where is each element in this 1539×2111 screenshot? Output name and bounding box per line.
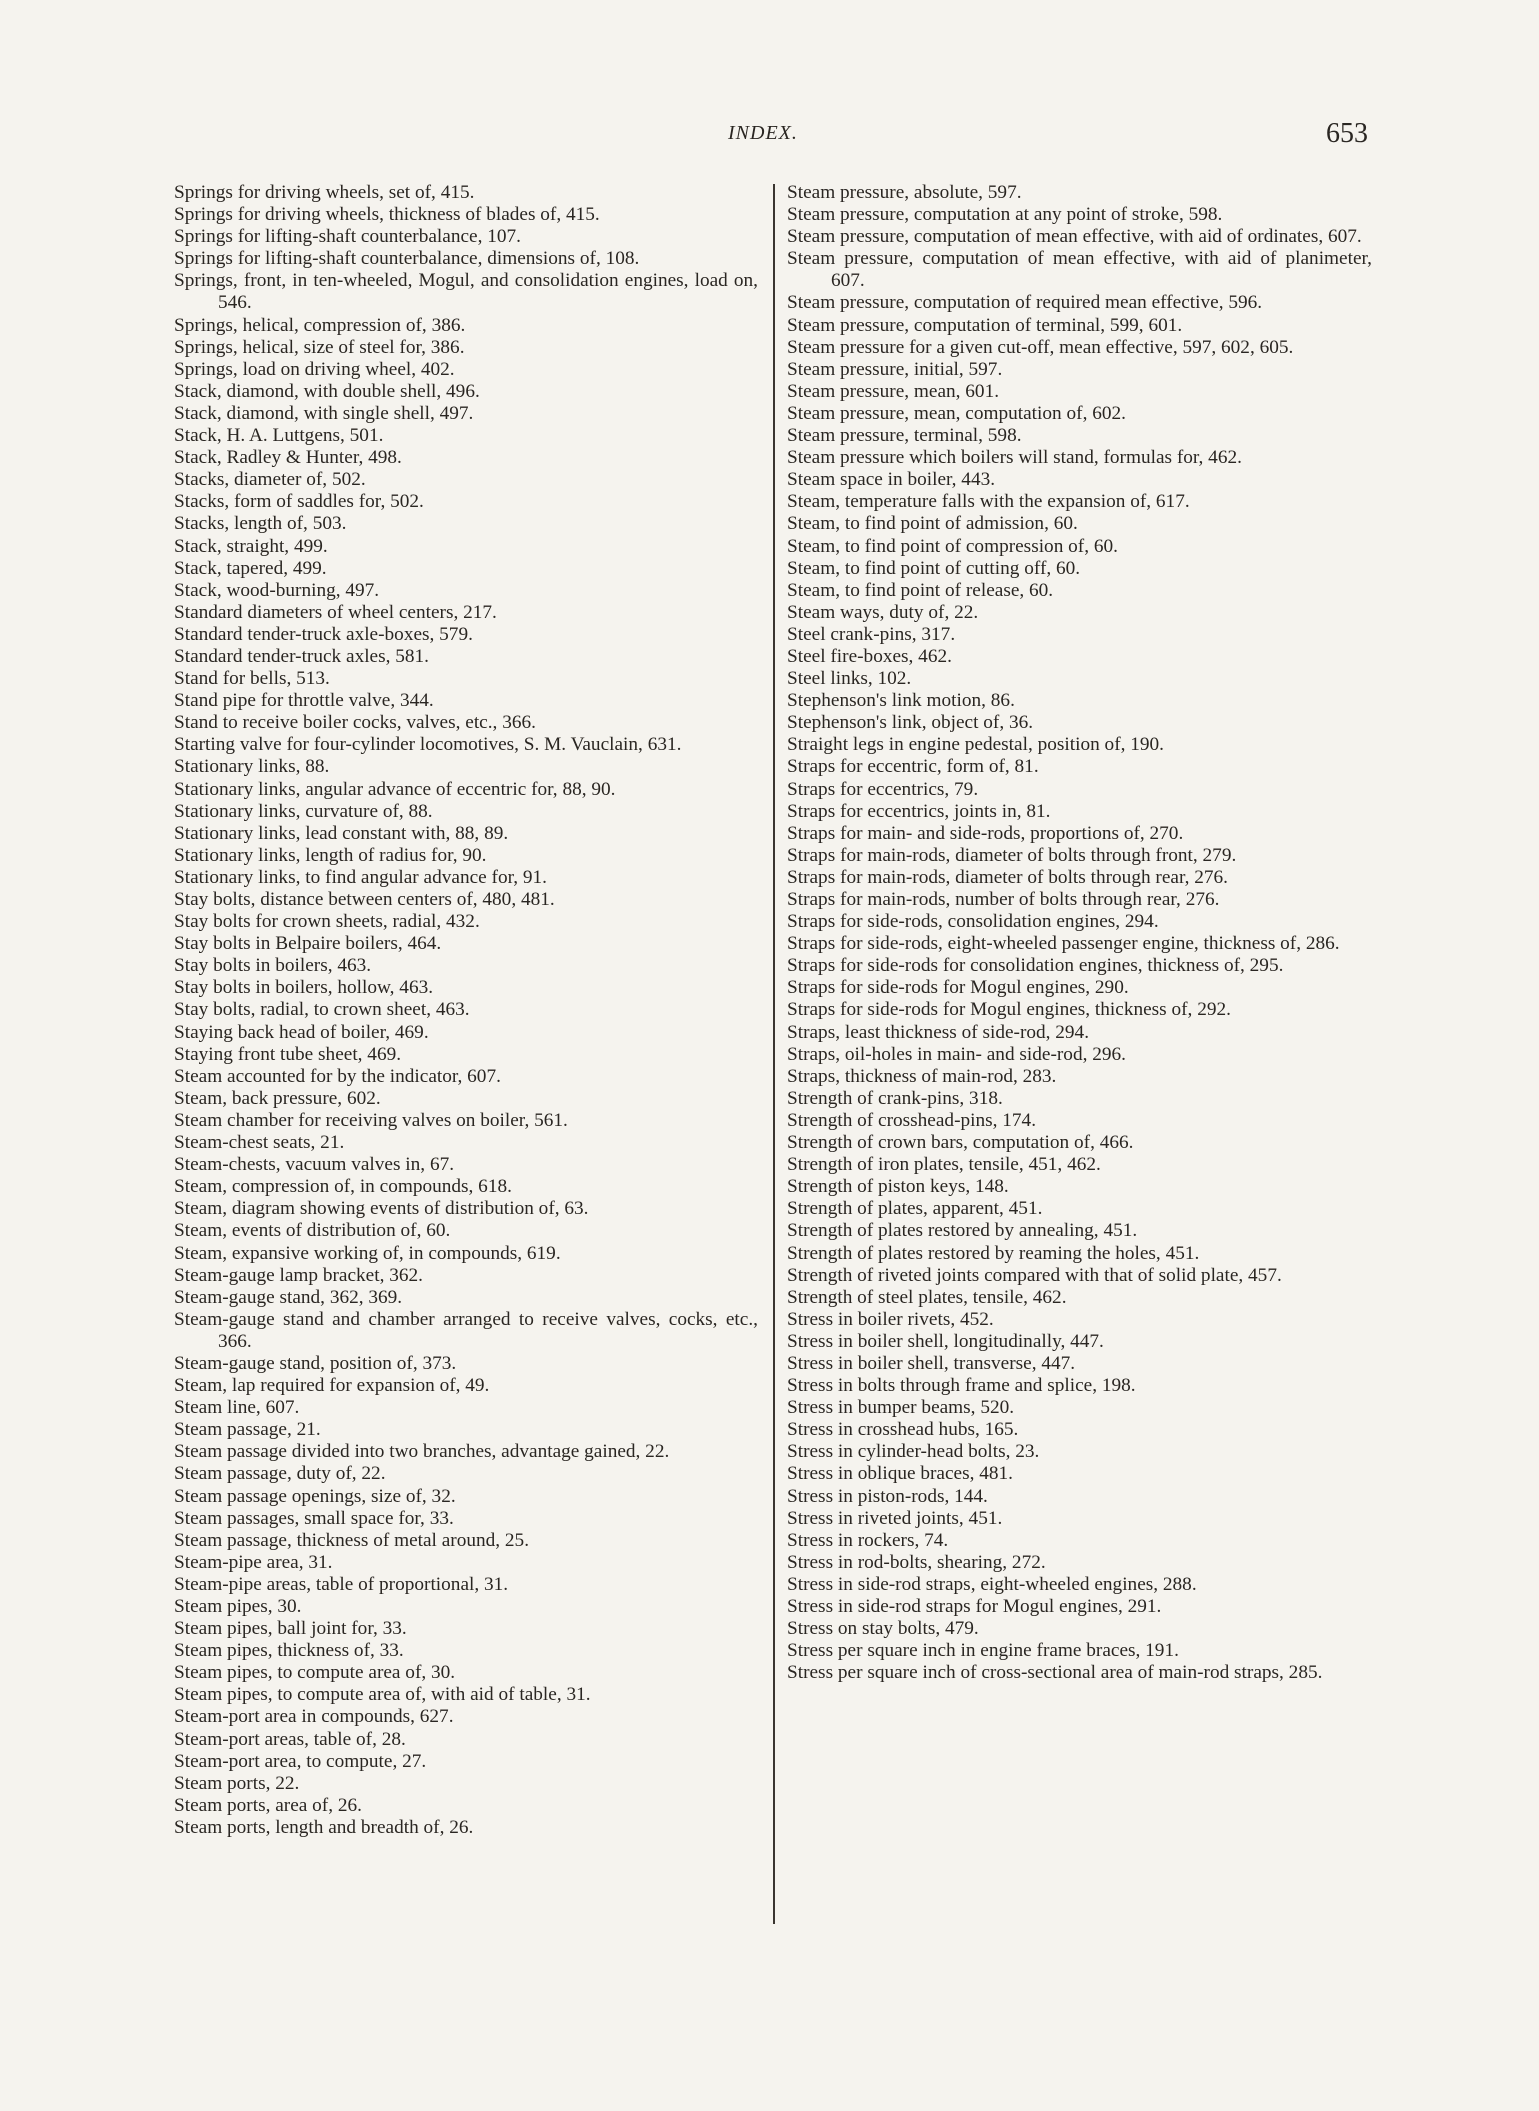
index-entry: Straps for side-rods, eight-wheeled passenger engine, thickness of, 286.	[787, 933, 1340, 955]
index-entry: Steam, to find point of cutting off, 60.	[787, 557, 1081, 579]
index-entry: Stay bolts in boilers, 463.	[174, 955, 372, 977]
index-entry: Springs for driving wheels, thickness of blades of, 415.	[174, 204, 600, 226]
index-entry: Stephenson's link motion, 86.	[787, 690, 1015, 712]
index-entry: Stacks, diameter of, 502.	[174, 469, 366, 491]
index-entry: Springs for lifting-shaft counterbalance, 107.	[174, 226, 521, 248]
index-entry: Steam pressure, initial, 597.	[787, 358, 1003, 380]
index-entry: Stress in cylinder-head bolts, 23.	[787, 1441, 1040, 1463]
index-entry: Stress in bolts through frame and splice, 198.	[787, 1375, 1136, 1397]
index-entry: Stacks, form of saddles for, 502.	[174, 491, 424, 513]
index-entry: Steel fire-boxes, 462.	[787, 645, 952, 667]
index-entry: Stay bolts, radial, to crown sheet, 463.	[174, 999, 470, 1021]
index-entry: Steel crank-pins, 317.	[787, 623, 956, 645]
index-entry: Steam-gauge stand, 362, 369.	[174, 1286, 403, 1308]
index-entry: Straps, thickness of main-rod, 283.	[787, 1065, 1057, 1087]
index-entry: Stress in oblique braces, 481.	[787, 1463, 1013, 1485]
index-entry: Springs for lifting-shaft counterbalance, dimensions of, 108.	[174, 248, 640, 270]
index-entry: Stationary links, length of radius for, 90.	[174, 844, 487, 866]
index-entry: Steam pressure, mean, computation of, 602.	[787, 402, 1126, 424]
page-number: 653	[1326, 118, 1368, 149]
index-entry: Steam-gauge lamp bracket, 362.	[174, 1264, 423, 1286]
index-entry: Stationary links, lead constant with, 88, 89.	[174, 822, 509, 844]
index-entry: Steam pressure, computation of required mean effective, 596.	[787, 292, 1263, 314]
index-entry: Springs, load on driving wheel, 402.	[174, 358, 455, 380]
index-entry: Standard diameters of wheel centers, 217.	[174, 601, 497, 623]
index-entry: Stress in bumper beams, 520.	[787, 1397, 1015, 1419]
index-entry: Straps for eccentric, form of, 81.	[787, 756, 1039, 778]
index-entry: Steam-pipe area, 31.	[174, 1551, 333, 1573]
index-entry: Steam, events of distribution of, 60.	[174, 1220, 451, 1242]
index-entry: Steam line, 607.	[174, 1397, 300, 1419]
index-entry: Stand for bells, 513.	[174, 668, 330, 690]
index-entry: Steam pressure, computation of terminal, 599, 601.	[787, 314, 1183, 336]
index-entry: Steam, lap required for expansion of, 49.	[174, 1375, 490, 1397]
index-entry: Stress in boiler shell, transverse, 447.	[787, 1352, 1076, 1374]
index-entry: Strength of crown bars, computation of, 466.	[787, 1132, 1134, 1154]
index-entry: Stay bolts, distance between centers of, 480, 481.	[174, 889, 555, 910]
index-entry: Steam ports, length and breadth of, 26.	[174, 1816, 474, 1838]
index-entry: Stay bolts in boilers, hollow, 463.	[174, 977, 434, 999]
index-entry: Stress in side-rod straps, eight-wheeled engines, 288.	[787, 1573, 1197, 1595]
index-entry: Steam pressure, absolute, 597.	[787, 182, 1022, 203]
index-entry: Steam, temperature falls with the expansion of, 617.	[787, 491, 1190, 513]
index-entry: Steam pressure, computation of mean effective, with aid of planimeter, 607.	[787, 248, 1372, 292]
index-entry: Stress per square inch of cross-sectional area of main-rod straps, 285.	[787, 1662, 1323, 1684]
index-entry: Steam passage divided into two branches, advantage gained, 22.	[174, 1441, 670, 1463]
index-entry: Steam accounted for by the indicator, 607.	[174, 1065, 501, 1087]
page-header	[0, 118, 1539, 156]
index-entry: Steam passages, small space for, 33.	[174, 1507, 454, 1529]
index-entry: Stationary links, angular advance of eccentric for, 88, 90.	[174, 778, 616, 800]
index-entry: Staying back head of boiler, 469.	[174, 1021, 429, 1043]
index-entry: Steam, back pressure, 602.	[174, 1087, 381, 1109]
index-entry: Strength of plates restored by annealing, 451.	[787, 1220, 1138, 1242]
index-entry: Stand pipe for throttle valve, 344.	[174, 690, 434, 712]
index-entry: Straight legs in engine pedestal, position of, 190.	[787, 734, 1165, 756]
index-entry: Stack, straight, 499.	[174, 535, 328, 557]
index-entry: Stress in rockers, 74.	[787, 1529, 949, 1551]
index-entry: Strength of iron plates, tensile, 451, 462.	[787, 1154, 1101, 1176]
index-entry: Straps for side-rods for Mogul engines, 290.	[787, 977, 1129, 999]
index-entry: Steam passage openings, size of, 32.	[174, 1485, 456, 1507]
index-entry: Starting valve for four-cylinder locomotives, S. M. Vauclain, 631.	[174, 734, 682, 756]
index-entry: Stress on stay bolts, 479.	[787, 1618, 979, 1640]
index-entry: Stress in riveted joints, 451.	[787, 1507, 1003, 1529]
index-entry: Steam, to find point of release, 60.	[787, 579, 1054, 601]
index-entry: Stack, diamond, with single shell, 497.	[174, 402, 474, 424]
index-entry: Steam pressure which boilers will stand, formulas for, 462.	[787, 447, 1242, 469]
column-divider	[773, 184, 775, 1924]
index-entry: Steam pressure, terminal, 598.	[787, 425, 1022, 447]
index-entry: Steam, to find point of compression of, 60.	[787, 535, 1118, 557]
index-entry: Steam-gauge stand and chamber arranged to receive valves, cocks, etc., 366.	[174, 1308, 758, 1352]
index-entry: Steam pipes, ball joint for, 33.	[174, 1618, 407, 1640]
index-entry: Steam, expansive working of, in compounds, 619.	[174, 1242, 561, 1264]
index-entry: Steam, compression of, in compounds, 618.	[174, 1176, 512, 1198]
index-column-left	[174, 182, 758, 1839]
index-entry: Steam pipes, to compute area of, 30.	[174, 1662, 456, 1684]
index-entry: Stack, diamond, with double shell, 496.	[174, 380, 480, 402]
index-entry: Straps for side-rods, consolidation engines, 294.	[787, 911, 1159, 933]
index-entry: Stay bolts for crown sheets, radial, 432.	[174, 911, 480, 933]
index-entry: Stacks, length of, 503.	[174, 513, 347, 535]
index-entry: Stationary links, 88.	[174, 756, 330, 778]
index-entry: Steam pipes, to compute area of, with aid of table, 31.	[174, 1684, 591, 1706]
index-entry: Stress in rod-bolts, shearing, 272.	[787, 1551, 1046, 1573]
index-entry: Straps, least thickness of side-rod, 294.	[787, 1021, 1090, 1043]
index-entry: Steam ways, duty of, 22.	[787, 601, 979, 623]
running-head-title: INDEX.	[728, 122, 798, 144]
index-entry: Springs, helical, compression of, 386.	[174, 314, 466, 336]
index-entry: Steam pressure, computation of mean effective, with aid of ordinates, 607.	[787, 226, 1362, 248]
index-entry: Strength of piston keys, 148.	[787, 1176, 1009, 1198]
index-entry: Straps for side-rods for Mogul engines, thickness of, 292.	[787, 999, 1231, 1021]
index-entry: Springs for driving wheels, set of, 415.	[174, 182, 475, 203]
index-entry: Stress in piston-rods, 144.	[787, 1485, 988, 1507]
index-entry: Stress in side-rod straps for Mogul engines, 291.	[787, 1596, 1162, 1617]
index-entry: Steam-chests, vacuum valves in, 67.	[174, 1154, 455, 1176]
index-entry: Stephenson's link, object of, 36.	[787, 712, 1034, 734]
index-entry: Straps for main-rods, number of bolts through rear, 276.	[787, 889, 1220, 910]
index-entry: Stress per square inch in engine frame braces, 191.	[787, 1640, 1179, 1662]
index-entry: Steam passage, 21.	[174, 1419, 321, 1441]
index-entry: Steam-port areas, table of, 28.	[174, 1728, 406, 1750]
index-entry: Strength of riveted joints compared with that of solid plate, 457.	[787, 1264, 1282, 1286]
index-entry: Steam pressure for a given cut-off, mean effective, 597, 602, 605.	[787, 336, 1294, 358]
index-entry: Strength of crosshead-pins, 174.	[787, 1109, 1037, 1131]
index-entry: Stay bolts in Belpaire boilers, 464.	[174, 933, 442, 955]
index-entry: Steam-pipe areas, table of proportional, 31.	[174, 1573, 509, 1595]
index-entry: Steam-chest seats, 21.	[174, 1132, 345, 1154]
index-entry: Straps for eccentrics, joints in, 81.	[787, 800, 1051, 822]
index-entry: Strength of crank-pins, 318.	[787, 1087, 1003, 1109]
index-entry: Steam pipes, 30.	[174, 1596, 302, 1617]
index-entry: Steam ports, area of, 26.	[174, 1794, 362, 1816]
index-entry: Strength of plates restored by reaming the holes, 451.	[787, 1242, 1200, 1264]
index-entry: Steel links, 102.	[787, 668, 912, 690]
index-entry: Standard tender-truck axle-boxes, 579.	[174, 623, 473, 645]
index-entry: Steam-gauge stand, position of, 373.	[174, 1352, 457, 1374]
index-entry: Steam passage, duty of, 22.	[174, 1463, 386, 1485]
index-entry: Straps, oil-holes in main- and side-rod, 296.	[787, 1043, 1126, 1065]
index-entry: Straps for main-rods, diameter of bolts through rear, 276.	[787, 866, 1228, 888]
index-entry: Stack, wood-burning, 497.	[174, 579, 380, 601]
index-entry: Steam, to find point of admission, 60.	[787, 513, 1078, 535]
index-entry: Straps for eccentrics, 79.	[787, 778, 979, 800]
index-entry: Steam pressure, mean, 601.	[787, 380, 1000, 402]
index-entry: Stress in crosshead hubs, 165.	[787, 1419, 1019, 1441]
index-entry: Straps for main-rods, diameter of bolts through front, 279.	[787, 844, 1237, 866]
index-entry: Steam-port area, to compute, 27.	[174, 1750, 427, 1772]
index-entry: Stress in boiler shell, longitudinally, 447.	[787, 1330, 1104, 1352]
index-entry: Steam pressure, computation at any point of stroke, 598.	[787, 204, 1223, 226]
index-entry: Stress in boiler rivets, 452.	[787, 1308, 994, 1330]
index-entry: Stationary links, curvature of, 88.	[174, 800, 433, 822]
index-entry: Steam-port area in compounds, 627.	[174, 1706, 454, 1728]
index-column-right	[787, 182, 1372, 1684]
index-entry: Staying front tube sheet, 469.	[174, 1043, 402, 1065]
index-entry: Steam space in boiler, 443.	[787, 469, 996, 491]
index-entry: Strength of plates, apparent, 451.	[787, 1198, 1043, 1220]
index-entry: Standard tender-truck axles, 581.	[174, 645, 430, 667]
index-entry: Steam chamber for receiving valves on boiler, 561.	[174, 1109, 568, 1131]
index-entry: Straps for main- and side-rods, proportions of, 270.	[787, 822, 1184, 844]
index-entry: Straps for side-rods for consolidation engines, thickness of, 295.	[787, 955, 1284, 977]
index-entry: Stand to receive boiler cocks, valves, etc., 366.	[174, 712, 536, 734]
index-entry: Strength of steel plates, tensile, 462.	[787, 1286, 1067, 1308]
index-entry: Springs, front, in ten-wheeled, Mogul, and consolidation engines, load on, 546.	[174, 270, 758, 314]
index-entry: Steam ports, 22.	[174, 1772, 300, 1794]
index-entry: Steam, diagram showing events of distribution of, 63.	[174, 1198, 589, 1220]
index-entry: Stationary links, to find angular advance for, 91.	[174, 866, 547, 888]
index-entry: Springs, helical, size of steel for, 386.	[174, 336, 465, 358]
index-entry: Stack, H. A. Luttgens, 501.	[174, 425, 384, 447]
index-entry: Steam passage, thickness of metal around, 25.	[174, 1529, 530, 1551]
index-entry: Steam pipes, thickness of, 33.	[174, 1640, 404, 1662]
index-entry: Stack, tapered, 499.	[174, 557, 327, 579]
index-entry: Stack, Radley & Hunter, 498.	[174, 447, 402, 469]
